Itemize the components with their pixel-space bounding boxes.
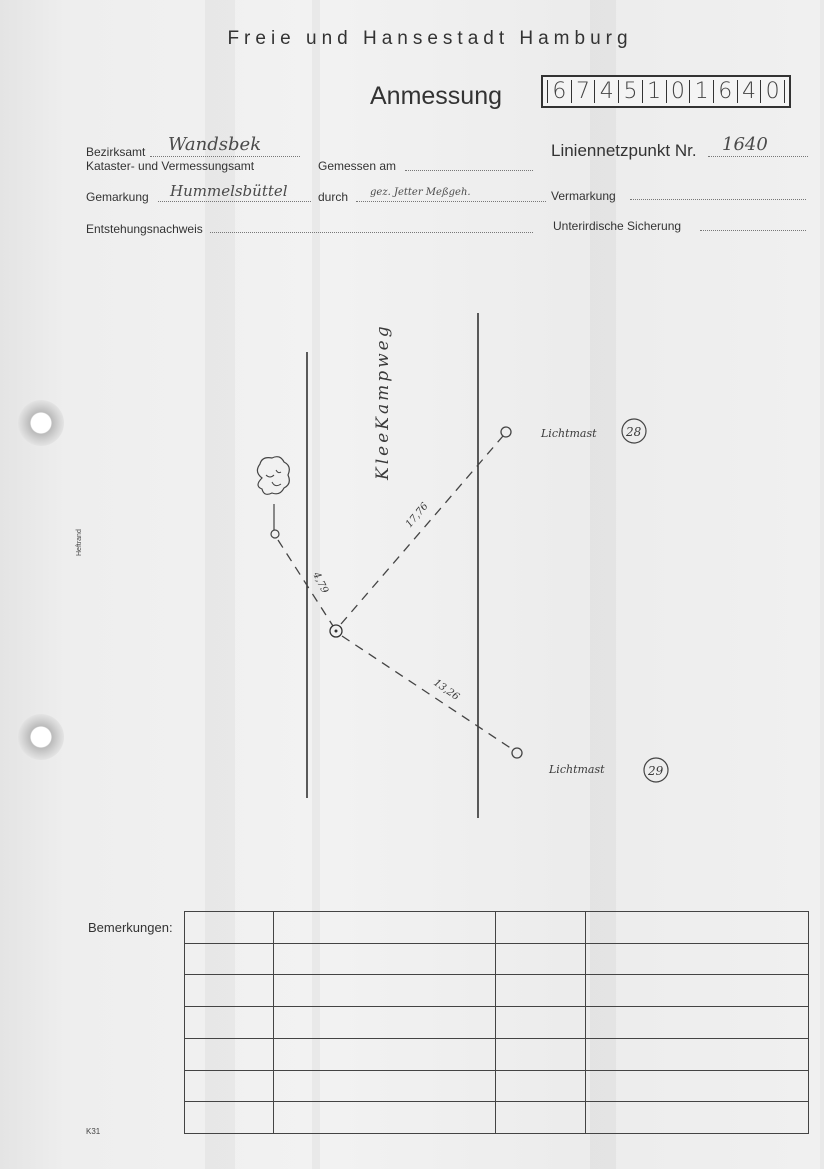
distance-tree: 4,79 [310, 570, 330, 596]
liniennetzpunkt-label: Liniennetzpunkt Nr. [551, 141, 697, 160]
remarks-cell[interactable] [496, 1102, 586, 1134]
remarks-cell[interactable] [496, 1038, 586, 1070]
tree-icon [257, 457, 289, 538]
table-row [185, 943, 809, 975]
remarks-cell[interactable] [586, 1070, 809, 1102]
remarks-cell[interactable] [274, 1070, 496, 1102]
number-digit: 4 [594, 80, 618, 103]
remarks-cell[interactable] [586, 975, 809, 1007]
remarks-cell[interactable] [274, 975, 496, 1007]
unterirdisch-label: Unterirdische Sicherung [553, 219, 682, 233]
remarks-cell[interactable] [496, 1007, 586, 1039]
liniennetzpunkt-value: 1640 [722, 134, 768, 155]
remarks-cell[interactable] [185, 975, 274, 1007]
remarks-cell[interactable] [274, 943, 496, 975]
remarks-cell[interactable] [274, 912, 496, 944]
remarks-cell[interactable] [586, 943, 809, 975]
number-digit: 4 [737, 80, 761, 103]
remarks-cell[interactable] [586, 1007, 809, 1039]
durch-label: durch [318, 190, 349, 204]
city-header: Freie und Hansestadt Hamburg [227, 28, 633, 49]
gemessen-label: Gemessen am [318, 159, 397, 173]
mast-29-number: 29 [648, 764, 664, 778]
lamp-post-29-symbol [512, 748, 522, 758]
bezirksamt-value: Wandsbek [168, 134, 262, 155]
vermarkung-label: Vermarkung [551, 189, 616, 203]
bezirksamt-label: Bezirksamt [86, 145, 146, 159]
gemarkung-value: Hummelsbüttel [170, 182, 288, 200]
form-code: K31 [86, 1127, 101, 1136]
table-row [185, 975, 809, 1007]
mast-28-label: Lichtmast [541, 427, 597, 440]
number-digit: 7 [571, 80, 595, 103]
remarks-cell[interactable] [185, 1102, 274, 1134]
margin-note: Heftrand [76, 529, 83, 556]
mast-28-number: 28 [626, 425, 642, 439]
remarks-cell[interactable] [496, 912, 586, 944]
survey-point-symbol [330, 625, 342, 637]
remarks-cell[interactable] [586, 1038, 809, 1070]
kataster-label: Kataster- und Vermessungsamt [86, 159, 255, 173]
remarks-cell[interactable] [586, 1102, 809, 1134]
number-digit: 0 [666, 80, 690, 103]
remarks-cell[interactable] [496, 1070, 586, 1102]
remarks-cell[interactable] [274, 1007, 496, 1039]
remarks-cell[interactable] [496, 943, 586, 975]
entstehung-label: Entstehungsnachweis [86, 222, 203, 236]
mast-29-label: Lichtmast [549, 763, 605, 776]
remarks-cell[interactable] [274, 1102, 496, 1134]
form-title: Anmessung [370, 82, 503, 110]
distance-mast-29: 13,26 [431, 677, 462, 703]
line-to-mast-29 [342, 636, 512, 749]
number-digit: 5 [618, 80, 642, 103]
number-digit: 0 [760, 80, 785, 103]
lamp-post-28-symbol [501, 427, 511, 437]
remarks-label: Bemerkungen: [88, 920, 173, 935]
distance-mast-28: 17,76 [403, 500, 431, 530]
number-digit: 1 [689, 80, 713, 103]
remarks-cell[interactable] [274, 1038, 496, 1070]
durch-value: gez. Jetter Meßgeh. [370, 187, 471, 198]
table-row [185, 1038, 809, 1070]
remarks-cell[interactable] [586, 912, 809, 944]
remarks-cell[interactable] [185, 912, 274, 944]
table-row [185, 912, 809, 944]
number-digit: 1 [642, 80, 666, 103]
number-digit: 6 [547, 80, 571, 103]
remarks-table [184, 911, 809, 1134]
remarks-cell[interactable] [185, 943, 274, 975]
remarks-cell[interactable] [185, 1007, 274, 1039]
gemarkung-label: Gemarkung [86, 190, 149, 204]
table-row [185, 1007, 809, 1039]
remarks-cell[interactable] [496, 975, 586, 1007]
remarks-cell[interactable] [185, 1070, 274, 1102]
street-name: KleeKampweg [373, 323, 393, 480]
number-digit: 6 [713, 80, 737, 103]
table-row [185, 1102, 809, 1134]
remarks-cell[interactable] [185, 1038, 274, 1070]
table-row [185, 1070, 809, 1102]
